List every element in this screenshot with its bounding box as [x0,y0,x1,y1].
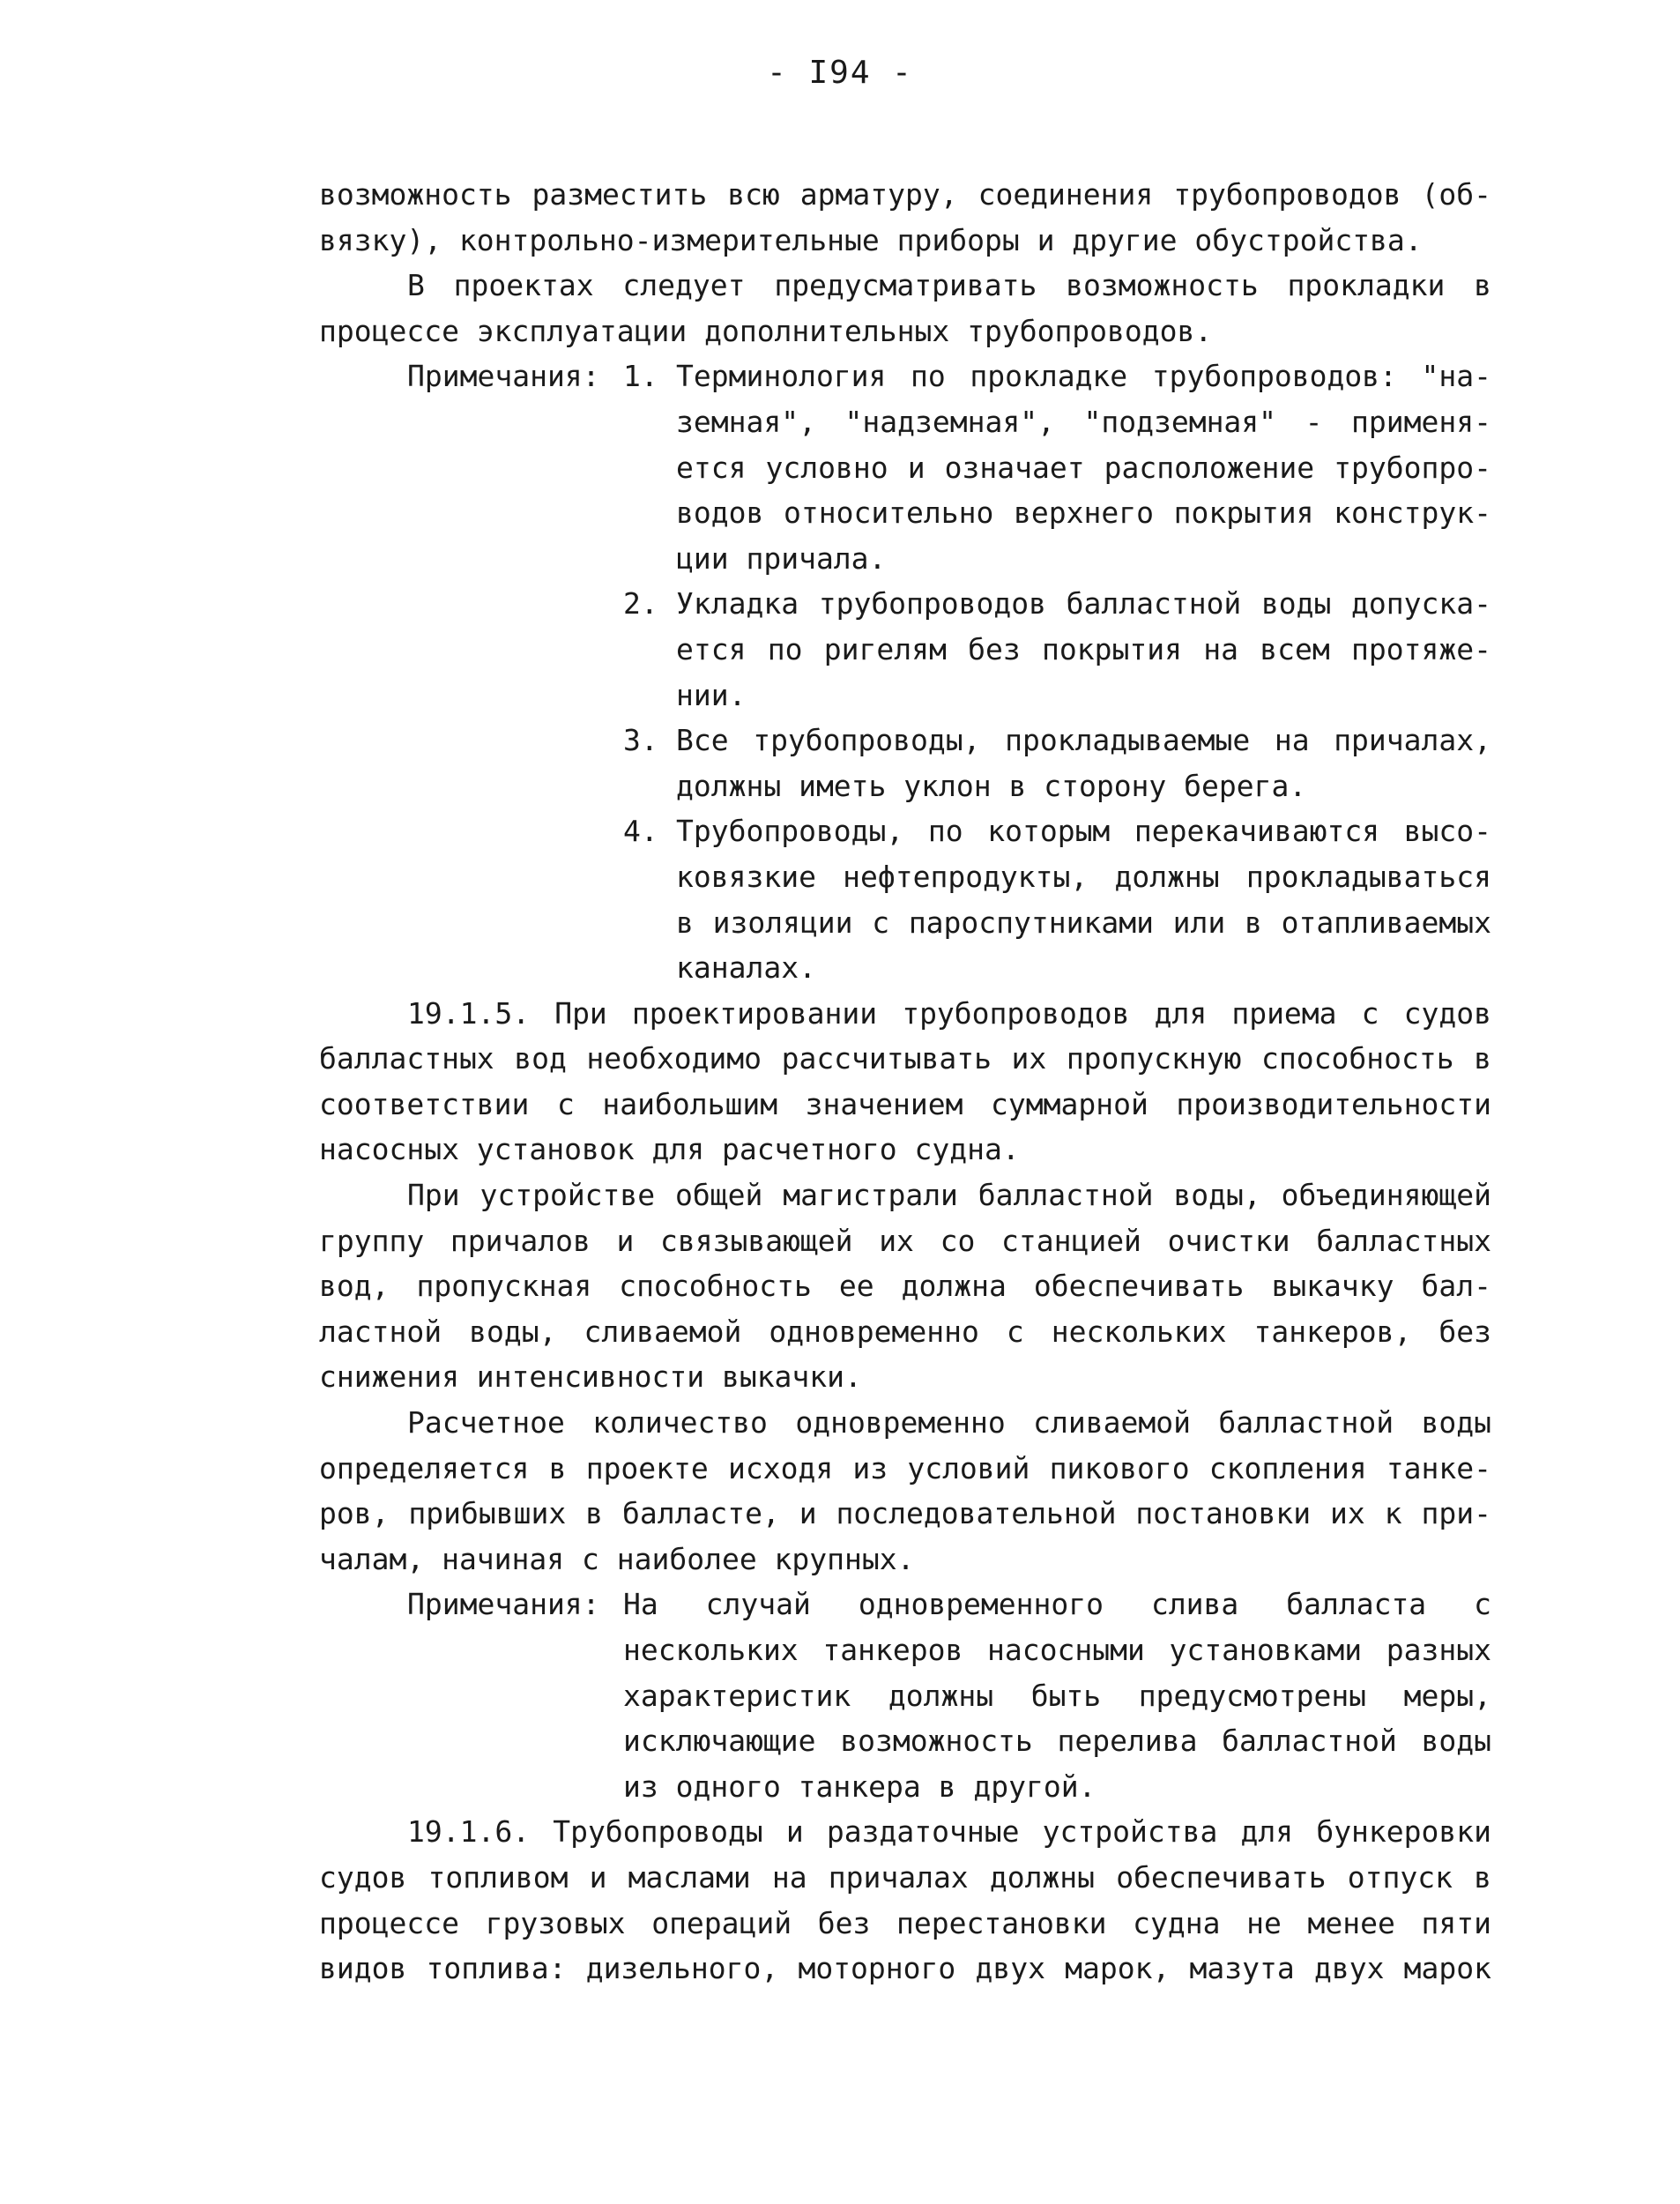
text-line: насосных установок для расчетного судна. [319,1132,1020,1167]
text-line: возможность разместить всю арматуру, соединения трубопроводов (об- [319,177,1491,212]
text-line: ластной воды, сливаемой одновременно с нескольких танкеров, без [319,1314,1491,1349]
note-item [319,718,1491,808]
text-line: из одного танкера в другой. [623,1768,1096,1804]
text-line: ется условно и означает расположение трубопро- [676,450,1491,485]
text-line: в изоляции с пароспутниками или в отапливаемых [676,905,1491,940]
text-line: определяется в проекте исходя из условий пикового скопления танке- [319,1450,1491,1485]
section-paragraph [319,1809,1491,1991]
text-line: ется по ригелям без покрытия на всем протяже- [676,631,1491,666]
text-line: снижения интенсивности выкачки. [319,1359,862,1395]
note-number: 4. [623,814,658,849]
note-item [319,808,1491,990]
paragraph [319,1173,1491,1400]
text-line: водов относительно верхнего покрытия конструк- [676,495,1491,531]
text-line: На случай одновременного слива балласта с [623,1587,1491,1622]
text-line: Все трубопроводы, прокладываемые на причалах, [676,723,1491,758]
text-line: нескольких танкеров насосными установками разных [623,1633,1491,1667]
text-line: балластных вод необходимо рассчитывать их пропускную способность в [319,1041,1491,1076]
text-line: чалам, начиная с наиболее крупных. [319,1541,915,1576]
notes-block [319,1582,1491,1809]
paragraph-continuation [319,172,1491,263]
text-line: видов топлива: дизельного, моторного двух марок, мазута двух марок [319,1951,1491,1986]
text-line: процессе грузовых операций без перестановки судна не менее пяти [319,1905,1491,1940]
text-line: должны иметь уклон в сторону берега. [676,768,1307,803]
text-line: каналах. [676,950,816,986]
note-number: 3. [623,723,658,758]
text-line: 19.1.5. При проектировании трубопроводов для приема с судов [407,995,1491,1031]
text-line: исключающие возможность перелива балластной воды [623,1724,1491,1759]
text-line: ров, прибывших в балласте, и последовательной постановки их к при- [319,1496,1491,1531]
text-line: Терминология по прокладке трубопроводов: "на- [676,359,1491,394]
text-line: ции причала. [676,540,887,576]
paragraph [319,263,1491,354]
text-line: группу причалов и связывающей их со станцией очистки балластных [319,1223,1491,1258]
notes-label: Примечания: [407,1587,600,1622]
text-line: При устройстве общей магистрали балластной воды, объединяющей [407,1178,1491,1213]
text-line: вязку), контрольно-измерительные приборы и другие обустройства. [319,222,1423,257]
section-paragraph [319,991,1491,1173]
notes-label: Примечания: [407,359,600,394]
text-line: ковязкие нефтепродукты, должны прокладываться [676,859,1491,894]
text-line: судов топливом и маслами на причалах должны обеспечивать отпуск в [319,1859,1491,1895]
text-line: Расчетное количество одновременно сливаемой балластной воды [407,1405,1491,1441]
note-item [319,354,1491,581]
document-body [319,172,1491,1992]
text-line: характеристик должны быть предусмотрены меры, [623,1678,1491,1713]
text-line: соответствии с наибольшим значением суммарной производительности [319,1086,1491,1121]
text-line: земная", "надземная", "подземная" - применя- [676,404,1491,439]
text-line: 19.1.6. Трубопроводы и раздаточные устройства для бункеровки [407,1814,1491,1850]
note-item [319,581,1491,718]
text-line: вод, пропускная способность ее должна обеспечивать выкачку бал- [319,1269,1491,1304]
note-number: 1. [623,359,658,394]
note-number: 2. [623,586,658,622]
text-line: процессе эксплуатации дополнительных трубопроводов. [319,313,1213,348]
text-line: нии. [676,677,747,712]
text-line: В проектах следует предусматривать возможность прокладки в [407,268,1491,303]
text-line: Трубопроводы, по которым перекачиваются высо- [676,814,1491,849]
paragraph [319,1400,1491,1582]
page-number: - I94 - [767,55,913,91]
notes-block [319,354,1491,990]
text-line: Укладка трубопроводов балластной воды допуска- [676,586,1491,622]
